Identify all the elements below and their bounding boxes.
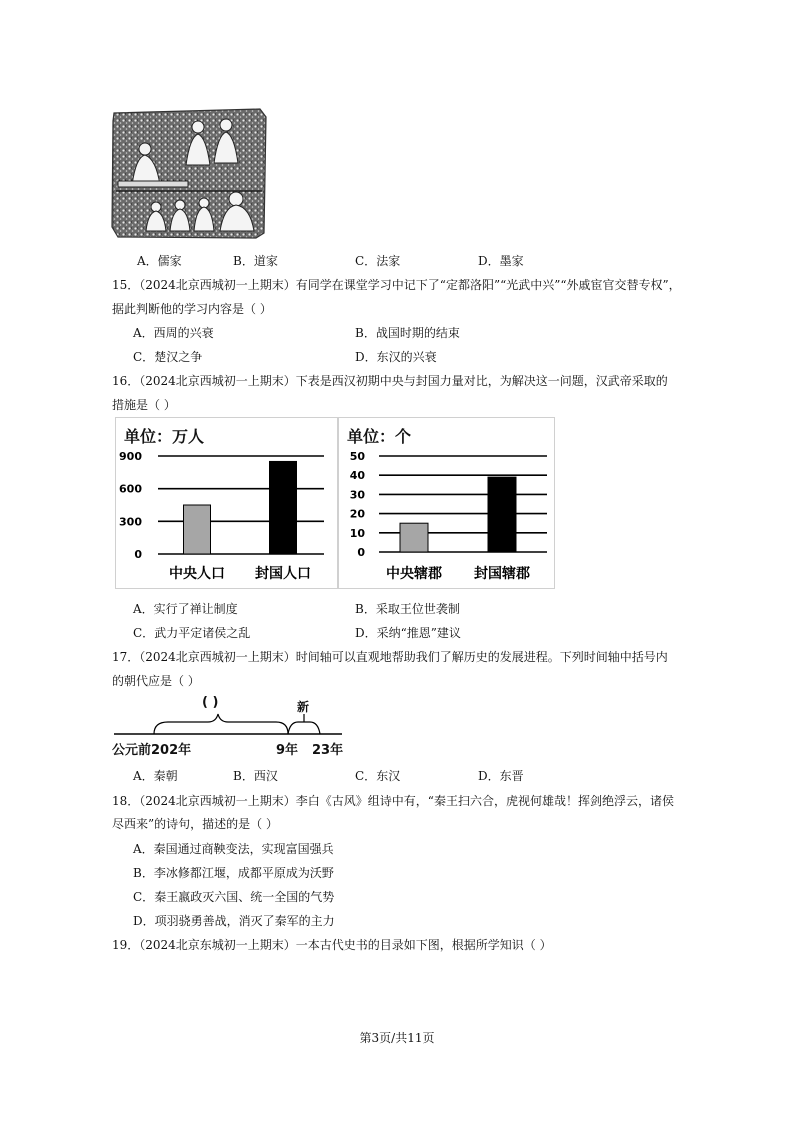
q17-stem-line1: 17．（2024北京西城初一上期末）时间轴可以直观地帮助我们了解历史的发展进程。下列时间轴中括号内 bbox=[112, 650, 668, 664]
option-text: 西周的兴衰 bbox=[153, 326, 214, 340]
q18-option-b[interactable] bbox=[133, 864, 334, 881]
q15-option-b[interactable] bbox=[355, 324, 460, 341]
option-letter: D． bbox=[478, 769, 500, 783]
q14-option-d[interactable] bbox=[478, 252, 524, 269]
option-letter: D． bbox=[355, 350, 377, 364]
option-letter: A． bbox=[133, 842, 154, 856]
option-text: 西汉 bbox=[253, 769, 278, 783]
y-tick-label: 0 bbox=[134, 548, 142, 561]
option-letter: A． bbox=[133, 602, 154, 616]
timeline-blank-label: ( ) bbox=[202, 695, 219, 710]
q14-option-a[interactable] bbox=[137, 252, 182, 269]
q15-option-c[interactable] bbox=[133, 348, 202, 365]
option-letter: A． bbox=[137, 254, 158, 268]
option-letter: C． bbox=[133, 626, 155, 640]
option-letter: A． bbox=[133, 326, 154, 340]
option-letter: B． bbox=[133, 866, 154, 880]
category-label: 封国人口 bbox=[255, 566, 311, 582]
stone-relief-image bbox=[110, 107, 268, 240]
q17-stem-line2: 的朝代应是（ ） bbox=[112, 674, 200, 688]
timeline-end-label: 23年 bbox=[312, 743, 344, 758]
option-letter: D． bbox=[133, 914, 155, 928]
q16-stem-line1: 16．（2024北京西城初一上期末）下表是西汉初期中央与封国力量对比，为解决这一问题，汉武帝采取的 bbox=[112, 374, 668, 388]
category-label: 封国辖郡 bbox=[474, 566, 530, 582]
chart-title: 单位：个 bbox=[347, 427, 412, 446]
option-text: 战国时期的结束 bbox=[375, 326, 460, 340]
option-text: 秦王嬴政灭六国、统一全国的气势 bbox=[154, 890, 335, 904]
q17-option-b[interactable] bbox=[233, 767, 278, 784]
option-text: 李冰修都江堰，成都平原成为沃野 bbox=[153, 866, 334, 880]
q18-option-a[interactable] bbox=[133, 840, 334, 857]
q19-stem-line1: 19．（2024北京东城初一上期末）一本古代史书的目录如下图，根据所学知识（ ） bbox=[112, 938, 552, 952]
option-letter: D． bbox=[478, 254, 500, 268]
bar-1 bbox=[488, 477, 516, 552]
q15-option-d[interactable] bbox=[355, 348, 437, 365]
option-text: 东汉 bbox=[376, 769, 401, 783]
population-chart bbox=[115, 417, 338, 589]
option-text: 东汉的兴衰 bbox=[376, 350, 437, 364]
y-tick-label: 0 bbox=[357, 546, 365, 559]
category-label: 中央人口 bbox=[169, 566, 225, 582]
option-letter: D． bbox=[355, 626, 377, 640]
option-text: 法家 bbox=[376, 254, 401, 268]
option-text: 墨家 bbox=[499, 254, 524, 268]
q16-option-b[interactable] bbox=[355, 600, 460, 617]
bar-0 bbox=[400, 523, 428, 552]
option-text: 东晋 bbox=[499, 769, 524, 783]
chart-svg bbox=[116, 418, 337, 588]
y-tick-label: 30 bbox=[349, 488, 365, 502]
q18-option-d[interactable] bbox=[133, 912, 335, 929]
q14-option-b[interactable] bbox=[233, 252, 278, 269]
q18-stem-line2: 尽西来”的诗句，描述的是（ ） bbox=[112, 817, 278, 831]
q15-stem-line1: 15．（2024北京西城初一上期末）有同学在课堂学习中记下了“定都洛阳”“光武中兴”“外戚宦官交替专权”， bbox=[112, 278, 681, 292]
q18-option-c[interactable] bbox=[133, 888, 334, 905]
option-letter: A． bbox=[133, 769, 154, 783]
option-text: 道家 bbox=[253, 254, 278, 268]
timeline bbox=[110, 694, 350, 758]
y-tick-label: 50 bbox=[349, 450, 365, 463]
timeline-mid-label: 9年 bbox=[276, 743, 299, 758]
bar-0 bbox=[184, 505, 211, 554]
option-letter: C． bbox=[355, 769, 377, 783]
q16-stem-line2: 措施是（ ） bbox=[112, 398, 176, 412]
y-tick-label: 600 bbox=[119, 482, 142, 496]
option-text: 项羽骁勇善战，消灭了秦军的主力 bbox=[154, 914, 335, 928]
option-letter: B． bbox=[233, 769, 254, 783]
option-text: 武力平定诸侯之乱 bbox=[154, 626, 251, 640]
q16-option-d[interactable] bbox=[355, 624, 461, 641]
q14-option-c[interactable] bbox=[355, 252, 400, 269]
option-text: 儒家 bbox=[157, 254, 182, 268]
option-letter: B． bbox=[355, 602, 376, 616]
q16-option-c[interactable] bbox=[133, 624, 250, 641]
q18-stem-line1: 18．（2024北京西城初一上期末）李白《古风》组诗中有，“秦王扫六合，虎视何雄哉！挥剑绝浮云，诸侯 bbox=[112, 794, 674, 808]
option-letter: B． bbox=[233, 254, 254, 268]
y-tick-label: 40 bbox=[349, 469, 365, 483]
q16-option-a[interactable] bbox=[133, 600, 238, 617]
q17-option-c[interactable] bbox=[355, 767, 400, 784]
category-label: 中央辖郡 bbox=[386, 566, 442, 582]
option-letter: C． bbox=[133, 890, 155, 904]
commandery-chart bbox=[338, 417, 555, 589]
chart-title: 单位：万人 bbox=[124, 427, 205, 446]
bar-1 bbox=[270, 461, 297, 554]
y-tick-label: 300 bbox=[119, 515, 142, 529]
page-footer: 第3页/共11页 bbox=[359, 1031, 435, 1045]
y-tick-label: 900 bbox=[119, 450, 142, 463]
option-text: 秦国通过商鞅变法，实现富国强兵 bbox=[153, 842, 334, 856]
option-text: 楚汉之争 bbox=[154, 350, 203, 364]
option-letter: C． bbox=[133, 350, 155, 364]
q15-option-a[interactable] bbox=[133, 324, 214, 341]
option-text: 采纳“推恩”建议 bbox=[376, 626, 461, 640]
option-text: 秦朝 bbox=[153, 769, 178, 783]
q15-stem-line2: 据此判断他的学习内容是（ ） bbox=[112, 302, 272, 316]
q17-option-d[interactable] bbox=[478, 767, 524, 784]
option-letter: C． bbox=[355, 254, 377, 268]
option-text: 采取王位世袭制 bbox=[375, 602, 460, 616]
chart-svg bbox=[339, 418, 554, 588]
timeline-xin-label: 新 bbox=[297, 700, 310, 714]
y-tick-label: 10 bbox=[349, 526, 365, 540]
timeline-start-label: 公元前202年 bbox=[112, 743, 192, 758]
option-letter: B． bbox=[355, 326, 376, 340]
q17-option-a[interactable] bbox=[133, 767, 178, 784]
option-text: 实行了禅让制度 bbox=[153, 602, 238, 616]
y-tick-label: 20 bbox=[349, 507, 365, 521]
